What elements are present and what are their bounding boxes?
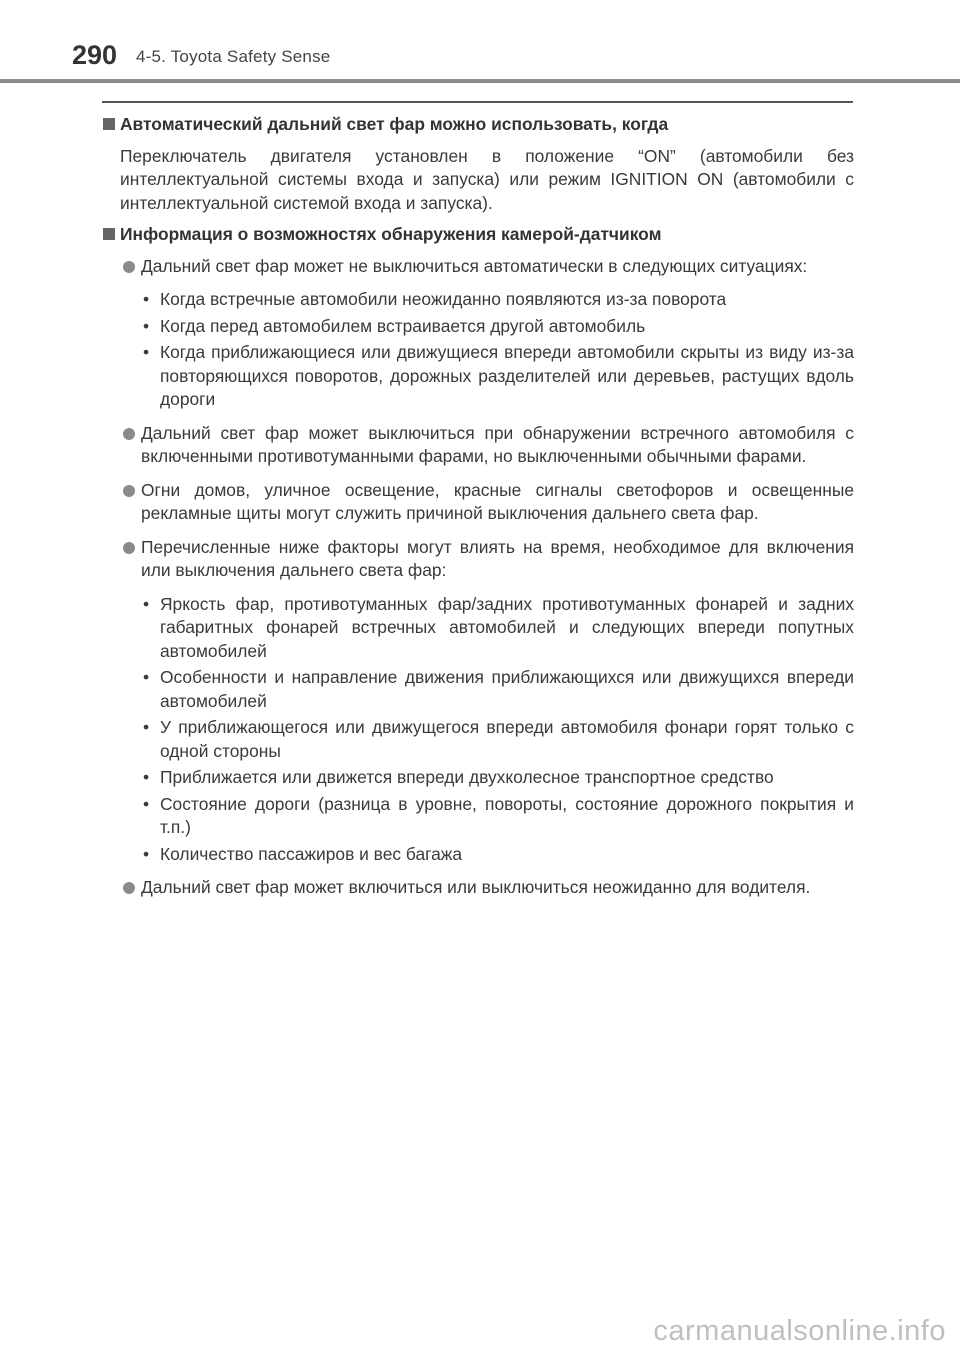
bullet-mark: • (143, 315, 150, 336)
content (102, 113, 854, 910)
bullet-mark: • (143, 843, 150, 864)
bullet-item (102, 315, 854, 339)
circle-list-item (102, 255, 854, 279)
page-header (0, 0, 960, 82)
bullet-item (102, 593, 854, 664)
bullet-mark: • (143, 593, 150, 614)
bullet-list (102, 288, 854, 412)
circle-bullet-icon (123, 428, 135, 440)
bullet-item (102, 666, 854, 713)
item-text: Дальний свет фар может не выключиться автоматически в следующих ситуациях: (141, 255, 808, 276)
heading-auto-high-beam (102, 113, 854, 137)
bullet-mark: • (143, 767, 150, 787)
heading-camera-sensor (102, 223, 854, 247)
square-bullet-icon (103, 228, 115, 240)
circle-list-item (102, 479, 854, 526)
bullet-item (102, 843, 854, 867)
page-number: 290 (72, 40, 118, 70)
circle-list-item (102, 422, 854, 469)
circle-bullet-icon (123, 882, 135, 894)
bullet-text: Приближается или движется впереди двухколесное транспортное средство (160, 767, 774, 787)
square-bullet-icon (103, 118, 115, 130)
bullet-mark: • (143, 289, 150, 309)
bullet-text: Когда приближающиеся или движущиеся впереди автомобили скрыты из виду из-за повторяющихся поворотов, дорожных разделителей или деревьев, растущих вдоль дороги (160, 342, 854, 409)
bullet-mark: • (143, 667, 150, 687)
bullet-item (102, 716, 854, 763)
content-top-rule (102, 101, 853, 103)
bullet-mark: • (143, 793, 150, 814)
item-text: Дальний свет фар может выключиться при обнаружении встречного автомобиля с включенными противотуманными фарами, но выключенными обычными фарами. (141, 422, 854, 466)
bullet-mark: • (143, 717, 150, 737)
bullet-text: Когда встречные автомобили неожиданно появляются из-за поворота (160, 289, 727, 309)
bullet-text: Когда перед автомобилем встраивается другой автомобиль (160, 315, 646, 336)
bullet-text: Количество пассажиров и вес багажа (160, 843, 463, 864)
header-rule (0, 79, 960, 83)
bullet-mark: • (143, 342, 150, 362)
circle-bullet-icon (123, 261, 135, 273)
circle-bullet-icon (123, 542, 135, 554)
bullet-item (102, 766, 854, 790)
circle-list-item (102, 876, 854, 900)
heading-text: Информация о возможностях обнаружения камерой-датчиком (120, 224, 662, 244)
bullet-item (102, 288, 854, 312)
heading-text: Автоматический дальний свет фар можно использовать, когда (120, 114, 669, 134)
item-text: Перечисленные ниже факторы могут влиять на время, необходимое для включения или выключения дальнего света фар: (141, 536, 854, 580)
item-text: Огни домов, уличное освещение, красные сигналы светофоров и освещенные рекламные щиты могут служить причиной выключения дальнего света фар. (141, 479, 854, 523)
bullet-text: Яркость фар, противотуманных фар/задних противотуманных фонарей и задних габаритных фонарей встречных автомобилей и следующих впереди попутных автомобилей (160, 593, 854, 661)
bullet-text: У приближающегося или движущегося впереди автомобиля фонари горят только с одной стороны (160, 717, 854, 761)
circle-bullet-icon (123, 485, 135, 497)
bullet-item (102, 341, 854, 412)
watermark: carmanualsonline.info (653, 1315, 946, 1347)
section-title: 4-5. Toyota Safety Sense (136, 47, 331, 66)
bullet-text: Состояние дороги (разница в уровне, повороты, состояние дорожного покрытия и т.п.) (160, 793, 854, 837)
bullet-item (102, 793, 854, 840)
bullet-text: Особенности и направление движения приближающихся или движущихся впереди автомобилей (160, 667, 854, 711)
circle-list-item (102, 536, 854, 583)
bullet-list (102, 593, 854, 867)
paragraph-conditions: Переключатель двигателя установлен в положение “ON” (автомобили без интеллектуальной системы входа и запуска) или режим IGNITION ON (автомобили с интеллектуальной системой входа и запуска). (120, 145, 854, 213)
item-text: Дальний свет фар может включиться или выключиться неожиданно для водителя. (141, 877, 811, 897)
